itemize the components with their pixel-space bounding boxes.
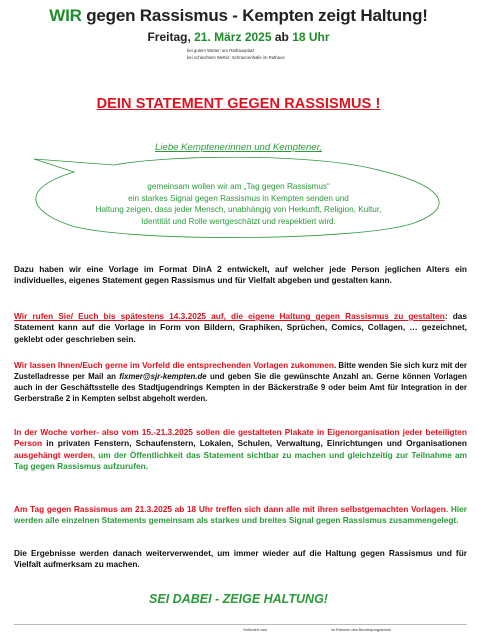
- p4-highlight-2: ausgehängt werden: [14, 449, 93, 460]
- footer-program: im Rahmen des Bundesprogramms: [331, 628, 391, 632]
- footer-divider: [14, 624, 467, 625]
- date-prefix: Freitag,: [147, 30, 195, 44]
- bubble-line-1: gemeinsam wollen wir am „Tag gegen Rassismus“: [147, 182, 330, 191]
- greeting: Liebe Kemptenerinnen und Kemptener,: [155, 142, 322, 153]
- paragraph-event-day: [14, 504, 467, 527]
- event-title: [0, 6, 477, 26]
- p4-a: in privaten Fenstern, Schaufenstern, Lokalen, Schulen, Verwaltung, Einrichtungen und Organisationen: [42, 438, 467, 449]
- p3-b: und geben Sie die gewünschte Anzahl an. Gerne können Vorlagen auch in der Geschäftsstelle des Stadtjugendrings Kempten in der Bäckerstraße 9 oder beim Amt für Integration in der Gerberstraße 2 in Kempten selbst abgeholt werden.: [14, 372, 467, 403]
- statement-title: DEIN STATEMENT GEGEN RASSISMUS !: [96, 96, 381, 112]
- event-title-wir: WIR: [49, 6, 82, 25]
- footer-funded-by: Gefördert vom: [243, 628, 268, 632]
- paragraph-template: Dazu haben wir eine Vorlage im Format DinA 2 entwickelt, auf welcher jede Person jeglichen Alters ein individuelles, eigenes Statement gegen Rassismus und für Vielfalt abgeben und gestalten kann.: [14, 264, 467, 286]
- p2-highlight: Wir rufen Sie/ Euch bis spätestens 14.3.2025 auf, die eigene Haltung gegen Rassismus zu gestalten: [14, 311, 445, 321]
- event-time: 18 Uhr: [292, 30, 330, 44]
- event-title-rest: gegen Rassismus - Kempten zeigt Haltung!: [81, 6, 428, 25]
- p3-a: . Bitte wenden Sie sich kurz mit der Zustelladresse per Mail an: [14, 361, 467, 381]
- time-prefix: ab: [271, 30, 293, 44]
- bubble-line-2: ein starkes Signal gegen Rassismus in Kempten senden und: [128, 193, 349, 203]
- p3-highlight: Wir lassen Ihnen/Euch gerne im Vorfeld die entsprechenden Vorlagen zukommen: [14, 360, 334, 370]
- bubble-line-3: Haltung zeigen, dass jeder Mensch, unabhängig von Herkunft, Religion, Kultur,: [95, 205, 382, 215]
- paragraph-call-to-action: [14, 311, 467, 345]
- p5-highlight: Am Tag gegen Rassismus am 21.3.2025 ab 18 Uhr treffen sich dann alle mit ihren selbstgemachten Vorlagen: [14, 504, 446, 514]
- contact-email[interactable]: fixmer@sjr-kempten.de: [119, 372, 207, 381]
- bubble-line-4: Identität und Rolle wertgeschätzt und respektiert wird.: [141, 216, 336, 226]
- paragraph-week-before: [14, 427, 467, 473]
- p4-highlight: In der Woche vorher- also vom 15.-21.3.2025 sollen die gestalteten Plakate in Eigenorganisation jeder beteiligten Person: [14, 427, 467, 449]
- weather-good: bei gutem Wetter: am Rathausplatz: [187, 48, 255, 53]
- closing-slogan: SEI DABEI - ZEIGE HALTUNG!: [149, 592, 328, 606]
- event-date-line: [0, 30, 477, 44]
- p2-rest: : das Statement kann auf die Vorlage in Form von Bildern, Graphiken, Sprüchen, Comics, Collagen, … gezeichnet, geklebt oder geschrieben sein.: [14, 311, 467, 344]
- bubble-text: [60, 181, 417, 227]
- p5-green: . Hier werden alle einzelnen Statements gemeinsam als starkes und breites Signal gegen Rassismus zusammengelegt.: [14, 504, 467, 526]
- paragraph-templates-delivery: [14, 360, 467, 404]
- paragraph-results: Die Ergebnisse werden danach weiterverwendet, um immer wieder auf die Haltung gegen Rassismus und für Vielfalt aufmerksam zu machen.: [14, 548, 467, 570]
- p4-green: , um der Öffentlichkeit das Statement sichtbar zu machen und gleichzeitig zur Teilnahme am Tag gegen Rassismus aufzurufen.: [14, 449, 468, 472]
- event-date: 21. März 2025: [194, 30, 272, 44]
- weather-bad: bei schlechtem Wetter: Schrannenhalle im Rathaus: [187, 55, 285, 60]
